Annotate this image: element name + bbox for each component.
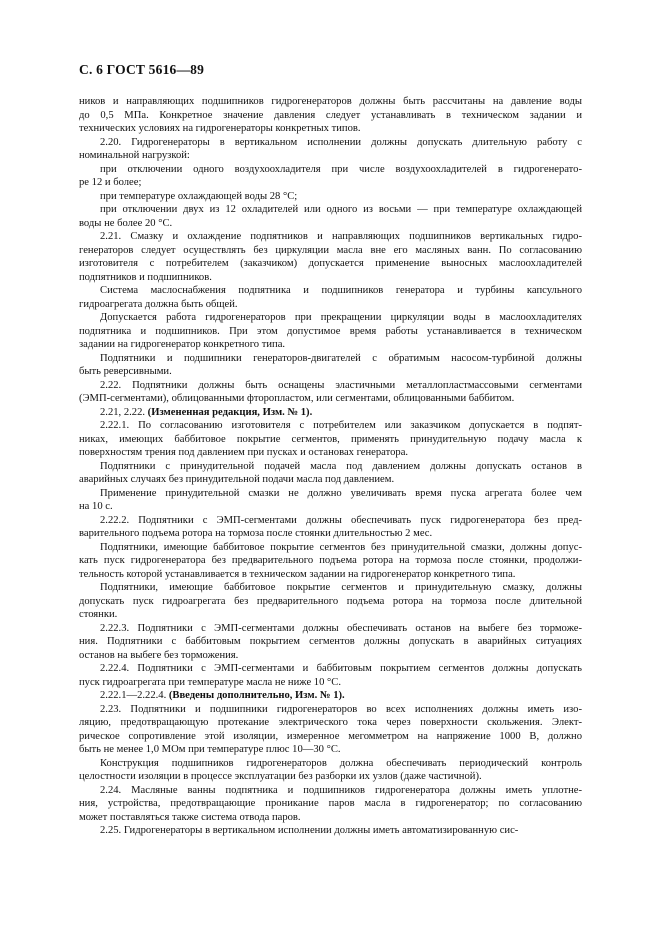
text-line: при отключении двух из 12 охладителей или одного из восьми — при температуре охлаждающей (100, 204, 582, 215)
text-line: 2.22.1. По согласованию изготовителя с потребителем или заказчиком допускается в подпят- (100, 420, 582, 431)
text-line: кать пуск гидрогенератора без предварительного подъема ротора на тормоза после стоянки, продолжи- (79, 555, 582, 566)
text-line: аварийных случаях без принудительной подачи масла под давлением. (79, 474, 395, 485)
text-line: целостности изоляции в процессе эксплуатации без разборки их узлов (даже частичной). (79, 771, 482, 782)
text-line: Подпятники с принудительной подачей масла под давлением должны допускать останов в (100, 460, 582, 472)
text-line: 2.21. Смазку и охлаждение подпятников и направляющих подшипников вертикальных гидро- (100, 231, 582, 242)
text-line: Подпятники, имеющие баббитовое покрытие сегментов и принудительную смазку, должны (100, 582, 582, 593)
text-line: номинальной нагрузкой: (79, 150, 190, 161)
paragraph (79, 136, 582, 163)
text-line: 2.24. Масляные ванны подпятника и подшипников гидрогенератора должны иметь уплотне- (100, 784, 582, 796)
text-line: на 10 с. (79, 501, 113, 512)
text-line: (ЭМП-сегментами), облицованными фторопластом, или сегментами, облицованными баббитом. (79, 393, 515, 404)
paragraph (79, 230, 582, 284)
text-line: ляцию, предотвращающую протекание электрического тока через поверхности скольжения. Элект- (79, 717, 582, 728)
text-line: 2.25. Гидрогенераторы в вертикальном исполнении должны иметь автоматизированную сис- (100, 825, 519, 836)
text-line: 2.22.4. Подпятники с ЭМП-сегментами и баббитовым покрытием сегментов должны допускать (100, 663, 582, 674)
text-line: ния. Подпятники с баббитовым покрытием сегментов должны допускать в аварийных ситуациях (79, 636, 582, 647)
text-line: 2.22.3. Подпятники с ЭМП-сегментами должны обеспечивать останов на выбеге без торможе- (100, 622, 582, 634)
paragraph (79, 581, 582, 622)
text-line: подпятников и подшипников. (79, 271, 212, 283)
text-line: рическое сопротивление этой изоляции, измеренное мегомметром на напряжение 1000 В, должно (79, 730, 582, 742)
text-line: 2.22.1—2.22.4. (Введены дополнительно, Изм. № 1). (100, 690, 345, 701)
paragraph (79, 487, 582, 514)
text-line: 2.22. Подпятники должны быть оснащены эластичными металлопластмассовыми сегментами (100, 379, 582, 391)
text-line: при температуре охлаждающей воды 28 °С; (100, 190, 298, 202)
text-line: технических условиях на гидрогенераторы конкретных типов. (79, 123, 361, 134)
text-line: 2.21, 2.22. (Измененная редакция, Изм. № 1). (100, 406, 313, 418)
text-line: Система маслоснабжения подпятника и подшипников генератора и турбины капсульного (100, 285, 582, 296)
paragraph (79, 784, 582, 825)
text-line: при отключении одного воздухоохладителя при числе воздухоохладителей в гидрогенерато- (100, 163, 582, 175)
paragraph (79, 460, 582, 487)
paragraph (79, 541, 582, 582)
paragraph (79, 514, 582, 541)
text-line: Конструкция подшипников гидрогенераторов должна обеспечивать периодический контроль (100, 757, 582, 769)
text-line: задании на гидрогенератор конкретного типа. (79, 339, 286, 350)
text-line: никах, имеющих баббитовое покрытие сегментов, применять принудительную подачу масла к (79, 433, 582, 445)
paragraph (79, 689, 582, 703)
paragraph (79, 190, 582, 204)
paragraph (79, 757, 582, 784)
text-line: гидроагрегата должна быть общей. (79, 298, 238, 310)
text-line: Подпятники, имеющие баббитовое покрытие сегментов без принудительной смазки, должны допус- (100, 541, 582, 553)
text-line: варительного подъема ротора на тормоза после стоянки длительностью 2 мес. (79, 528, 433, 539)
text-line: ре 12 и более; (79, 177, 142, 188)
text-line: Подпятники и подшипники генераторов-двигателей с обратимым насосом-турбиной должны (100, 352, 582, 364)
text-line: пуск гидроагрегата при температуре масла не ниже 10 °С. (79, 676, 341, 688)
paragraph (79, 352, 582, 379)
text-line: тельность которой устанавливается в техническом задании на гидрогенератор конкретного типа. (79, 568, 516, 580)
text-line: быть реверсивными. (79, 366, 172, 377)
page-header: С. 6 ГОСТ 5616—89 (79, 62, 205, 77)
text-line: ния, устройства, предотвращающие проникание паров масла в гидрогенератор; по согласованию (79, 798, 582, 809)
text-line: поверхностям трения под давлением при пусках и остановах генератора. (79, 447, 409, 458)
text-line: допускать пуск гидроагрегата без предварительного подъема ротора на тормоза после длительной (79, 595, 582, 607)
text-line: 2.22.2. Подпятники с ЭМП-сегментами должны обеспечивать пуск гидрогенератора без пред- (100, 514, 582, 526)
paragraph (79, 824, 582, 838)
text-line: ников и направляющих подшипников гидрогенераторов должны быть рассчитаны на давление воды (79, 96, 582, 107)
text-line: останов на выбеге без торможения. (79, 649, 239, 661)
text-line: может поставляться также система отвода паров. (79, 811, 301, 823)
paragraph (79, 163, 582, 190)
paragraph (79, 419, 582, 460)
text-line: Допускается работа гидрогенераторов при прекращении циркуляции воды в маслоохладителях (100, 312, 582, 323)
text-line: воды не более 20 °С. (79, 217, 173, 229)
paragraph (79, 95, 582, 136)
text-line: 2.20. Гидрогенераторы в вертикальном исполнении должны допускать длительную работу с (100, 136, 582, 148)
text-line: стоянки. (79, 609, 118, 620)
document-body (79, 95, 582, 838)
paragraph (79, 311, 582, 352)
text-line: 2.23. Подпятники и подшипники гидрогенераторов во всех исполнениях должны иметь изо- (100, 703, 582, 715)
text-line: до 0,5 МПа. Конкретное значение давления следует устанавливать в техническом задании и (79, 109, 582, 121)
paragraph (79, 406, 582, 420)
paragraph (79, 662, 582, 689)
text-line: быть не менее 1,0 МОм при температуре плюс 10—30 °С. (79, 744, 341, 755)
paragraph (79, 703, 582, 757)
text-line: Применение принудительной смазки не должно увеличивать время пуска агрегата более чем (100, 487, 582, 499)
paragraph (79, 284, 582, 311)
text-line: подпятника и подшипников. При этом допустимое время работы устанавливается в техническом (79, 325, 582, 337)
paragraph (79, 622, 582, 663)
text-line: изготовителя с потребителем (заказчиком) допускается применение выносных маслоохладителей (79, 258, 582, 269)
paragraph (79, 203, 582, 230)
paragraph (79, 379, 582, 406)
text-line: генераторов следует осуществлять без циркуляции масла вне его масляных ванн. По согласованию (79, 244, 582, 256)
